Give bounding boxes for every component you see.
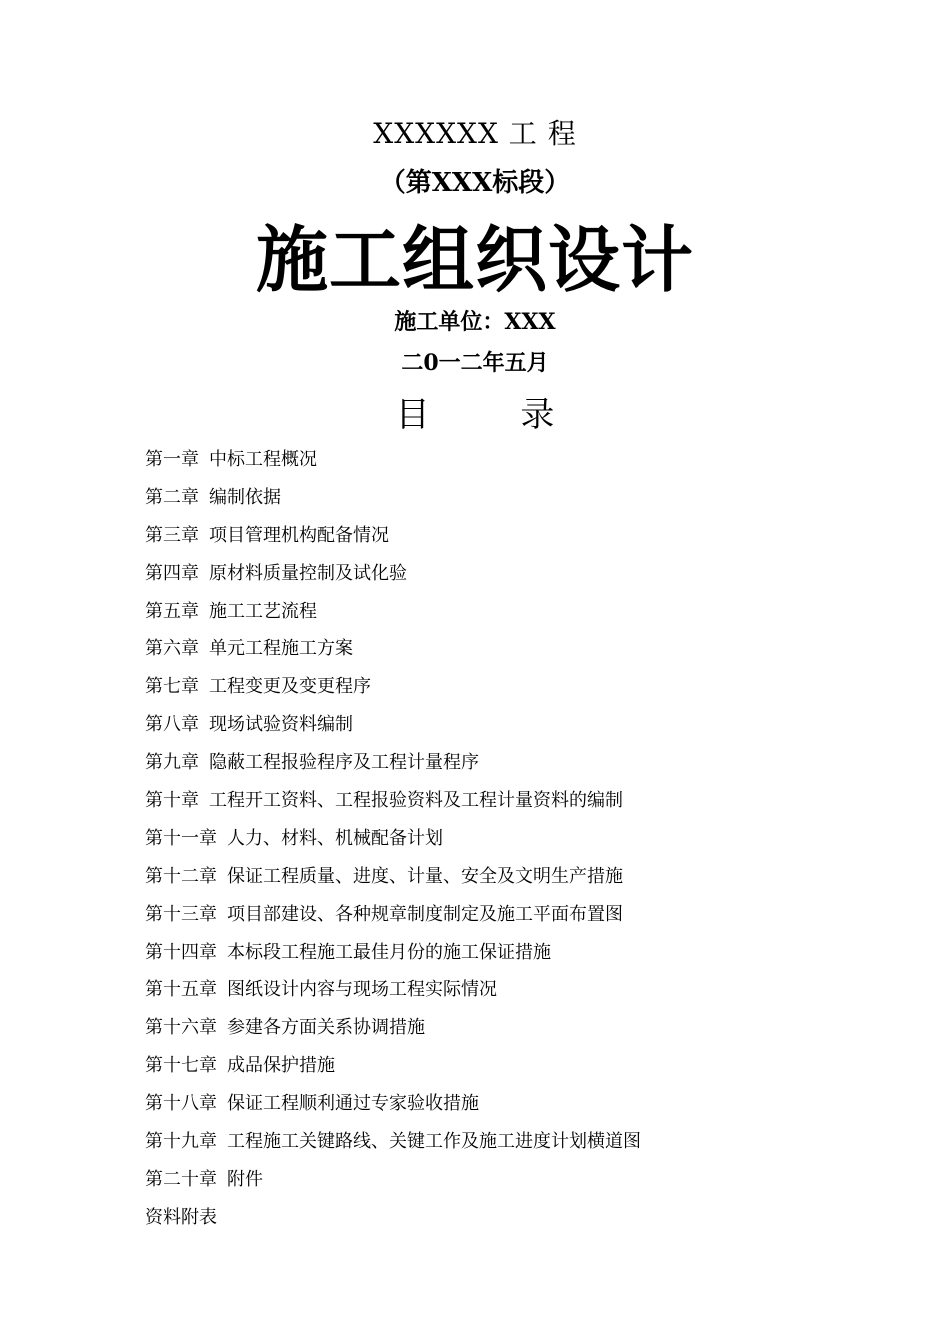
toc-chapter-number: 第十四章: [145, 941, 217, 963]
toc-chapter-title: 成品保护措施: [227, 1055, 335, 1077]
document-date: 二0一二年五月: [401, 350, 549, 376]
toc-chapter-number: 第七章: [145, 676, 199, 698]
toc-chapter-title: 现场试验资料编制: [209, 714, 353, 736]
toc-chapter-title: 参建各方面关系协调措施: [227, 1017, 425, 1039]
toc-item[interactable]: [145, 668, 641, 706]
toc-item[interactable]: [145, 555, 641, 593]
toc-chapter-number: 第三章: [145, 524, 199, 546]
toc-item[interactable]: [145, 744, 641, 782]
table-of-contents: [145, 441, 641, 1237]
toc-chapter-title: 资料附表: [145, 1206, 217, 1228]
toc-item[interactable]: [145, 517, 641, 555]
toc-chapter-title: 单元工程施工方案: [209, 638, 353, 660]
toc-chapter-title: 人力、材料、机械配备计划: [227, 827, 443, 849]
toc-chapter-title: 工程开工资料、工程报验资料及工程计量资料的编制: [209, 790, 623, 812]
toc-chapter-title: 隐蔽工程报验程序及工程计量程序: [209, 752, 479, 774]
toc-chapter-number: 第八章: [145, 714, 199, 736]
toc-chapter-title: 工程施工关键路线、关键工作及施工进度计划横道图: [227, 1131, 641, 1153]
toc-chapter-number: 第六章: [145, 638, 199, 660]
toc-chapter-number: 第二章: [145, 486, 199, 508]
toc-item[interactable]: [145, 1047, 641, 1085]
toc-item[interactable]: [145, 441, 641, 479]
toc-chapter-number: 第十九章: [145, 1131, 217, 1153]
toc-chapter-title: 附件: [227, 1168, 263, 1190]
toc-chapter-title: 施工工艺流程: [209, 600, 317, 622]
toc-item[interactable]: [145, 706, 641, 744]
toc-chapter-title: 原材料质量控制及试化验: [209, 562, 407, 584]
toc-item[interactable]: [145, 593, 641, 631]
toc-item[interactable]: [145, 820, 641, 858]
toc-item[interactable]: [145, 971, 641, 1009]
project-name: XXXXXX 工 程: [373, 117, 577, 150]
toc-chapter-number: 第十二章: [145, 865, 217, 887]
construction-unit: 施工单位：XXX: [394, 309, 556, 335]
toc-chapter-title: 图纸设计内容与现场工程实际情况: [227, 979, 497, 1001]
toc-chapter-title: 项目部建设、各种规章制度制定及施工平面布置图: [227, 903, 623, 925]
toc-chapter-number: 第九章: [145, 752, 199, 774]
toc-chapter-title: 项目管理机构配备情况: [209, 524, 389, 546]
toc-chapter-title: 本标段工程施工最佳月份的施工保证措施: [227, 941, 551, 963]
toc-item[interactable]: [145, 479, 641, 517]
toc-item[interactable]: [145, 1085, 641, 1123]
document-title: 施工组织设计: [255, 217, 694, 302]
toc-chapter-number: 第一章: [145, 449, 199, 470]
toc-chapter-number: 第二十章: [145, 1168, 217, 1190]
toc-item[interactable]: [145, 858, 641, 896]
toc-chapter-number: 第十八章: [145, 1093, 217, 1115]
toc-chapter-title: 中标工程概况: [209, 449, 317, 470]
toc-item[interactable]: [145, 630, 641, 668]
toc-title: 目 录: [395, 395, 595, 435]
toc-chapter-number: 第十三章: [145, 903, 217, 925]
toc-chapter-title: 工程变更及变更程序: [209, 676, 371, 698]
toc-chapter-number: 第五章: [145, 600, 199, 622]
toc-chapter-number: 第十一章: [145, 827, 217, 849]
toc-item[interactable]: [145, 934, 641, 972]
toc-chapter-title: 编制依据: [209, 486, 281, 508]
toc-chapter-number: 第十七章: [145, 1055, 217, 1077]
toc-chapter-number: 第四章: [145, 562, 199, 584]
section-name: （第XXX标段）: [379, 168, 571, 198]
toc-chapter-title: 保证工程顺利通过专家验收措施: [227, 1093, 479, 1115]
toc-item[interactable]: [145, 1199, 641, 1237]
toc-chapter-number: 第十五章: [145, 979, 217, 1001]
toc-item[interactable]: [145, 896, 641, 934]
toc-item[interactable]: [145, 1009, 641, 1047]
toc-item[interactable]: [145, 1123, 641, 1161]
toc-chapter-number: 第十六章: [145, 1017, 217, 1039]
toc-chapter-number: 第十章: [145, 790, 199, 812]
toc-chapter-title: 保证工程质量、进度、计量、安全及文明生产措施: [227, 865, 623, 887]
toc-item[interactable]: [145, 1161, 641, 1199]
toc-item[interactable]: [145, 782, 641, 820]
